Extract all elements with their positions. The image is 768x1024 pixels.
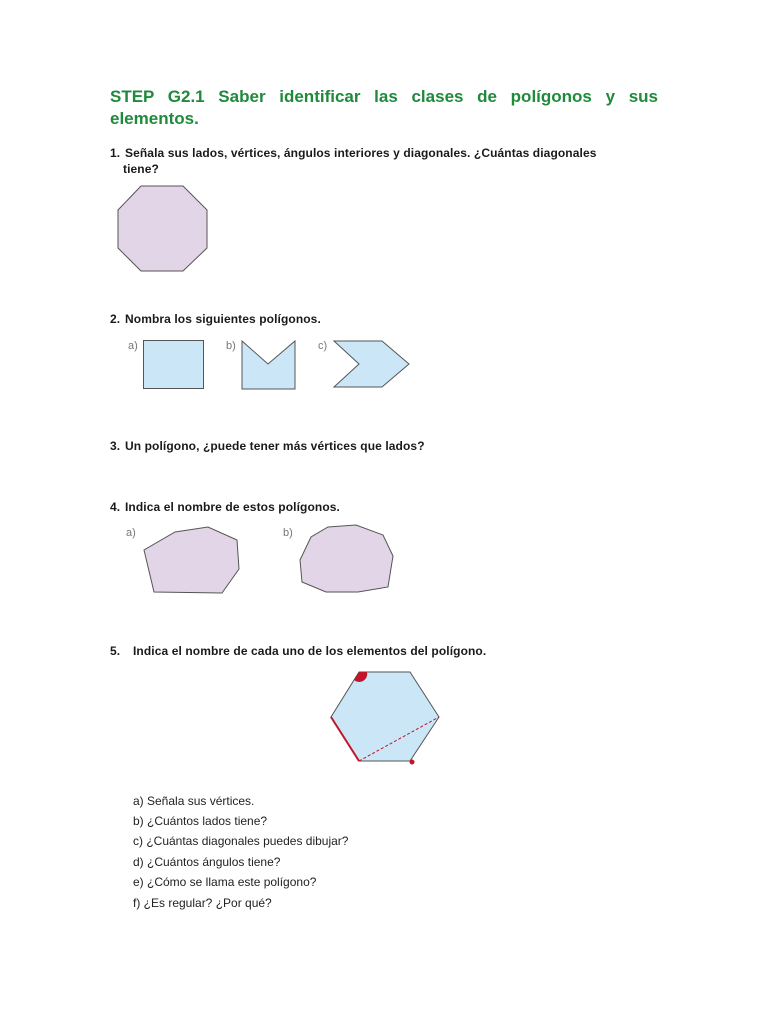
- question-3: [110, 438, 425, 454]
- question-number: 2.: [110, 312, 121, 326]
- question-2: [110, 311, 321, 327]
- hexagon-shape: [328, 668, 444, 768]
- decagon-shape: [298, 524, 396, 594]
- question-number: 1.: [110, 146, 121, 160]
- subquestion-f: f) ¿Es regular? ¿Por qué?: [133, 896, 272, 910]
- subquestion-d: d) ¿Cuántos ángulos tiene?: [133, 855, 281, 869]
- question-number: 3.: [110, 439, 121, 453]
- question-text: Indica el nombre de cada uno de los elementos del polígono.: [133, 644, 487, 658]
- question-text: Nombra los siguientes polígonos.: [125, 312, 321, 326]
- subquestion-b: b) ¿Cuántos lados tiene?: [133, 814, 268, 828]
- shape-label-b: b): [226, 340, 236, 352]
- shape-label-a: a): [126, 527, 136, 539]
- question-number: 5.: [110, 644, 121, 658]
- concave-pentagon-shape: [241, 340, 297, 390]
- question-number: 4.: [110, 500, 121, 514]
- octagon-shape: [115, 185, 210, 273]
- subquestion-c: c) ¿Cuántas diagonales puedes dibujar?: [133, 834, 349, 848]
- shape-label-b: b): [283, 527, 293, 539]
- subquestion-e: e) ¿Cómo se llama este polígono?: [133, 875, 317, 889]
- page-title: STEP G2.1 Saber identificar las clases de polígonos y sus elementos.: [110, 87, 658, 128]
- heptagon-shape: [142, 526, 242, 596]
- question-1: [110, 145, 597, 177]
- question-text: Un polígono, ¿puede tener más vértices que lados?: [125, 439, 425, 453]
- subquestion-a: a) Señala sus vértices.: [133, 794, 255, 808]
- question-5: [110, 643, 486, 659]
- question-text: Señala sus lados, vértices, ángulos interiores y diagonales. ¿Cuántas diagonales: [125, 146, 597, 160]
- question-4: [110, 499, 340, 515]
- shape-label-c: c): [318, 340, 328, 352]
- question-text: Indica el nombre de estos polígonos.: [125, 500, 340, 514]
- chevron-shape: [332, 340, 412, 390]
- vertex-marker: [410, 760, 415, 765]
- square-shape: [143, 340, 205, 390]
- question-text-continued: tiene?: [123, 162, 159, 176]
- shape-label-a: a): [128, 340, 138, 352]
